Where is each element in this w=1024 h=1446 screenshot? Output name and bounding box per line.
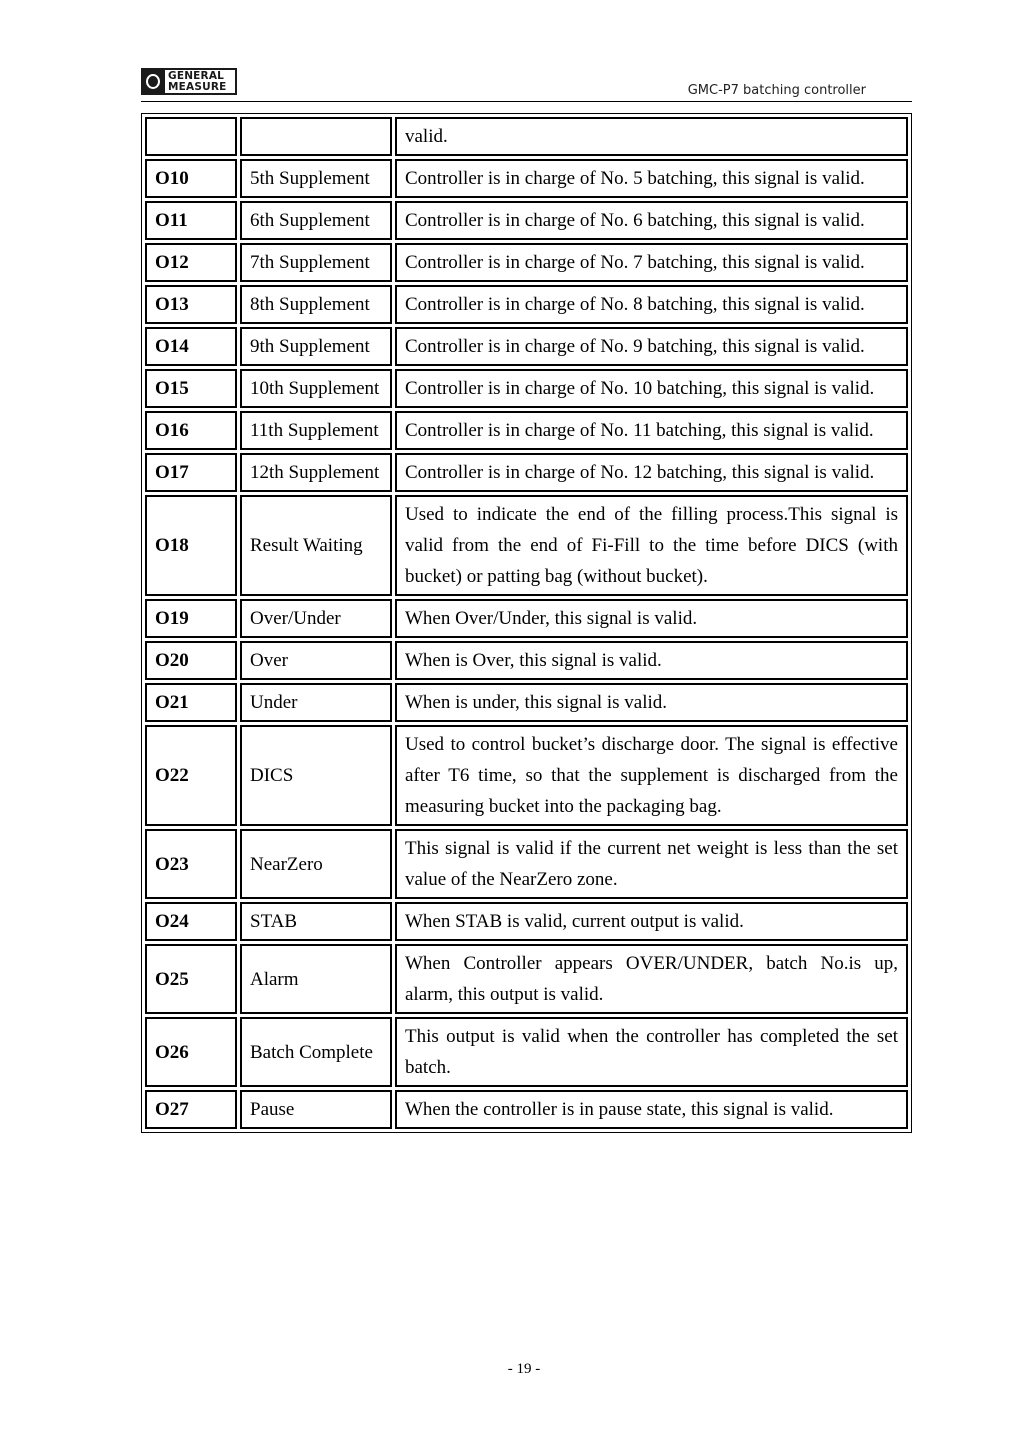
signal-description-cell: Controller is in charge of No. 7 batching, this signal is valid. (395, 243, 908, 282)
document-title: GMC-P7 batching controller (687, 83, 866, 98)
signal-code-cell: O11 (145, 201, 237, 240)
table-row (145, 599, 908, 638)
logo-line-1: GENERAL (168, 69, 225, 82)
signal-description-cell: Controller is in charge of No. 5 batching, this signal is valid. (395, 159, 908, 198)
signal-name-cell: Result Waiting (240, 495, 392, 596)
signal-code-cell: O23 (145, 829, 237, 899)
signal-name-cell: DICS (240, 725, 392, 826)
table-row (145, 369, 908, 408)
table-row (145, 411, 908, 450)
signal-description-cell: When STAB is valid, current output is valid. (395, 902, 908, 941)
table-body (145, 117, 908, 1129)
signal-description-cell: Controller is in charge of No. 12 batching, this signal is valid. (395, 453, 908, 492)
signal-code-cell: O27 (145, 1090, 237, 1129)
signal-code-cell: O22 (145, 725, 237, 826)
io-signal-table (141, 113, 912, 1133)
signal-description-cell: Controller is in charge of No. 6 batching, this signal is valid. (395, 201, 908, 240)
signal-name-cell: 9th Supplement (240, 327, 392, 366)
signal-code-cell: O13 (145, 285, 237, 324)
signal-name-cell: STAB (240, 902, 392, 941)
signal-description-cell: When Controller appears OVER/UNDER, batch No.is up, alarm, this output is valid. (395, 944, 908, 1014)
table-row (145, 902, 908, 941)
signal-code-cell: O18 (145, 495, 237, 596)
table-row (145, 683, 908, 722)
header-divider (141, 101, 912, 102)
signal-description-cell: Controller is in charge of No. 11 batching, this signal is valid. (395, 411, 908, 450)
signal-description-cell: This output is valid when the controller has completed the set batch. (395, 1017, 908, 1087)
logo-emblem-icon (141, 68, 165, 95)
company-logo (141, 68, 237, 95)
table-row (145, 944, 908, 1014)
signal-name-cell: 6th Supplement (240, 201, 392, 240)
page-number: - 19 - (507, 1361, 541, 1377)
signal-code-cell: O14 (145, 327, 237, 366)
signal-description-cell: When the controller is in pause state, this signal is valid. (395, 1090, 908, 1129)
table-row (145, 1090, 908, 1129)
signal-name-cell: Under (240, 683, 392, 722)
signal-code-cell: O24 (145, 902, 237, 941)
signal-name-cell: 11th Supplement (240, 411, 392, 450)
table-row (145, 243, 908, 282)
signal-description-cell: Used to control bucket’s discharge door. The signal is effective after T6 time, so that the supplement is discharged from the measuring bucket into the packaging bag. (395, 725, 908, 826)
table-row (145, 641, 908, 680)
table-row (145, 453, 908, 492)
signal-description-cell: This signal is valid if the current net weight is less than the set value of the NearZero zone. (395, 829, 908, 899)
signal-code-cell: O20 (145, 641, 237, 680)
signal-name-cell: Over/Under (240, 599, 392, 638)
logo-line-2: MEASURE (168, 80, 227, 93)
signal-name-cell: NearZero (240, 829, 392, 899)
signal-description-cell: When is Over, this signal is valid. (395, 641, 908, 680)
signal-name-cell: 12th Supplement (240, 453, 392, 492)
signal-code-cell: O10 (145, 159, 237, 198)
table-row (145, 495, 908, 596)
signal-description-cell: Controller is in charge of No. 8 batching, this signal is valid. (395, 285, 908, 324)
signal-code-cell: O21 (145, 683, 237, 722)
signal-code-cell (145, 117, 237, 156)
table-row (145, 159, 908, 198)
table-row (145, 285, 908, 324)
signal-code-cell: O15 (145, 369, 237, 408)
table-row (145, 725, 908, 826)
table-row (145, 829, 908, 899)
signal-description-cell: Controller is in charge of No. 9 batching, this signal is valid. (395, 327, 908, 366)
signal-name-cell: Pause (240, 1090, 392, 1129)
signal-description-cell: Used to indicate the end of the filling process.This signal is valid from the end of Fi-Fill to the time before DICS (with bucket) or patting bag (without bucket). (395, 495, 908, 596)
logo-wordmark (165, 68, 237, 95)
signal-name-cell: Over (240, 641, 392, 680)
signal-name-cell (240, 117, 392, 156)
signal-name-cell: 7th Supplement (240, 243, 392, 282)
table-row (145, 327, 908, 366)
table-row (145, 117, 908, 156)
signal-description-cell: Controller is in charge of No. 10 batching, this signal is valid. (395, 369, 908, 408)
signal-code-cell: O12 (145, 243, 237, 282)
signal-code-cell: O25 (145, 944, 237, 1014)
signal-name-cell: 8th Supplement (240, 285, 392, 324)
signal-description-cell: When is under, this signal is valid. (395, 683, 908, 722)
table-row (145, 1017, 908, 1087)
signal-name-cell: 5th Supplement (240, 159, 392, 198)
signal-name-cell: Alarm (240, 944, 392, 1014)
signal-name-cell: Batch Complete (240, 1017, 392, 1087)
signal-name-cell: 10th Supplement (240, 369, 392, 408)
signal-description-cell: When Over/Under, this signal is valid. (395, 599, 908, 638)
signal-code-cell: O16 (145, 411, 237, 450)
signal-code-cell: O26 (145, 1017, 237, 1087)
signal-description-cell: valid. (395, 117, 908, 156)
signal-code-cell: O17 (145, 453, 237, 492)
table-row (145, 201, 908, 240)
signal-code-cell: O19 (145, 599, 237, 638)
